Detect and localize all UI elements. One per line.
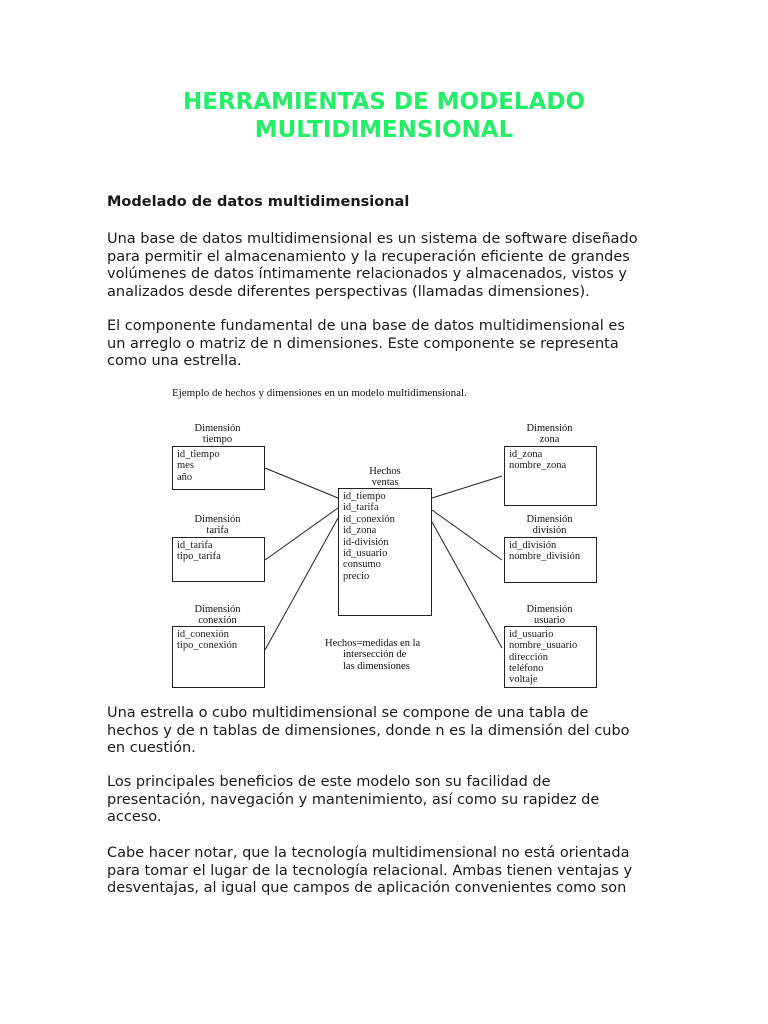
text-line: hechos y de n tablas de dimensiones, donde n es la dimensión del cubo <box>107 722 630 739</box>
dimension-division-box <box>504 537 597 583</box>
field: consumo <box>343 559 381 571</box>
heading-line: Dimensión <box>526 604 573 615</box>
field: id_tarifa <box>343 502 379 514</box>
heading-line: usuario <box>534 615 565 627</box>
dimension-conexion-heading <box>170 604 265 627</box>
page-title <box>0 88 768 144</box>
field: id_tarifa <box>177 540 213 551</box>
heading-line: tarifa <box>206 525 229 537</box>
connector-tiempo <box>265 468 338 498</box>
facts-table-box <box>338 488 432 616</box>
text-line: en cuestión. <box>107 740 196 756</box>
paragraph-star-cube <box>107 705 667 758</box>
connector-tarifa <box>265 508 338 560</box>
text-line: desventajas, al igual que campos de aplicación convenientes como son <box>107 880 627 896</box>
field: nombre_zona <box>509 460 567 472</box>
text-line: volúmenes de datos íntimamente relacionados y almacenados, vistos y <box>107 266 627 282</box>
dimension-tarifa-heading <box>170 514 265 537</box>
text-line: Cabe hacer notar, que la tecnología multidimensional no está orientada <box>107 845 630 861</box>
heading-line: ventas <box>371 477 399 489</box>
field: teléfono <box>509 662 544 674</box>
text-line: presentación, navegación y mantenimiento, así como su rapidez de <box>107 791 600 808</box>
dimension-usuario-box <box>504 626 597 688</box>
heading-line: tiempo <box>202 434 233 446</box>
field: id_usuario <box>509 629 554 640</box>
dimension-zona-box <box>504 446 597 506</box>
field: id_zona <box>509 449 543 460</box>
dimension-fields <box>509 540 580 563</box>
heading-line: división <box>532 525 567 537</box>
text-line: Los principales beneficios de este modelo son su facilidad de <box>107 774 551 790</box>
heading-line: zona <box>539 434 560 446</box>
heading-line: conexión <box>198 615 237 627</box>
text-line: Una base de datos multidimensional es un sistema de software diseñado <box>107 231 638 247</box>
field: voltaje <box>509 674 538 686</box>
dimension-fields <box>509 449 566 472</box>
field: id_conexión <box>177 629 229 640</box>
paragraph-benefits <box>107 774 667 827</box>
text-line: para permitir el almacenamiento y la recuperación eficiente de grandes <box>107 248 630 265</box>
connector-conexion <box>265 518 338 650</box>
field: mes <box>177 460 194 472</box>
paragraph-intro <box>107 231 667 301</box>
connector-division <box>432 510 502 560</box>
field: precio <box>343 570 370 582</box>
field: tipo_conexión <box>177 640 238 652</box>
dimension-division-heading <box>502 514 597 537</box>
title-line: MULTIDIMENSIONAL <box>254 117 514 143</box>
heading-line: Hechos <box>369 466 401 477</box>
text-line: un arreglo o matriz de n dimensiones. Este componente se representa <box>107 335 619 352</box>
field: nombre_usuario <box>509 640 578 652</box>
field: id-división <box>343 536 389 548</box>
dimension-tiempo-heading <box>170 423 265 446</box>
field: id_tiempo <box>343 491 386 502</box>
field: id_zona <box>343 525 377 537</box>
field: tipo_tarifa <box>177 551 221 563</box>
text-line: Una estrella o cubo multidimensional se compone de una tabla de <box>107 705 589 721</box>
field: id_usuario <box>343 548 388 560</box>
note-line: Hechos=medidas en la <box>325 638 421 649</box>
dimension-conexion-box <box>172 626 265 688</box>
text-line: para tomar el lugar de la tecnología relacional. Ambas tienen ventajas y <box>107 862 633 879</box>
dimension-fields <box>177 449 220 483</box>
dimension-zona-heading <box>502 423 597 446</box>
section-heading: Modelado de datos multidimensional <box>107 194 410 210</box>
field: id_conexión <box>343 513 395 525</box>
facts-note <box>325 638 445 672</box>
paragraph-technology <box>107 845 667 898</box>
field: id_división <box>509 540 557 551</box>
facts-fields <box>343 491 395 582</box>
dimension-fields <box>177 540 221 563</box>
dimension-tarifa-box <box>172 537 265 582</box>
note-line: intersección de <box>343 649 407 661</box>
text-line: analizados desde diferentes perspectivas (llamadas dimensiones). <box>107 283 590 300</box>
heading-line: Dimensión <box>194 604 241 615</box>
text-line: El componente fundamental de una base de datos multidimensional es <box>107 318 625 334</box>
dimension-tiempo-box <box>172 446 265 490</box>
dimension-usuario-heading <box>502 604 597 627</box>
field: nombre_división <box>509 551 581 563</box>
heading-line: Dimensión <box>526 423 573 434</box>
field: dirección <box>509 651 549 663</box>
heading-line: Dimensión <box>194 423 241 434</box>
connector-usuario <box>432 522 502 648</box>
heading-line: Dimensión <box>194 514 241 525</box>
text-line: como una estrella. <box>107 353 242 369</box>
star-schema-diagram <box>155 380 615 692</box>
note-line: las dimensiones <box>343 660 410 672</box>
facts-table-heading <box>338 466 432 489</box>
diagram-caption: Ejemplo de hechos y dimensiones en un modelo multidimensional. <box>172 387 467 399</box>
connector-zona <box>432 476 502 498</box>
dimension-fields <box>509 629 577 685</box>
paragraph-component <box>107 318 667 371</box>
dimension-fields <box>177 629 237 652</box>
text-line: acceso. <box>107 809 162 825</box>
field: id_tiempo <box>177 449 220 460</box>
heading-line: Dimensión <box>526 514 573 525</box>
title-line: HERRAMIENTAS DE MODELADO <box>182 89 586 115</box>
field: año <box>177 471 193 483</box>
